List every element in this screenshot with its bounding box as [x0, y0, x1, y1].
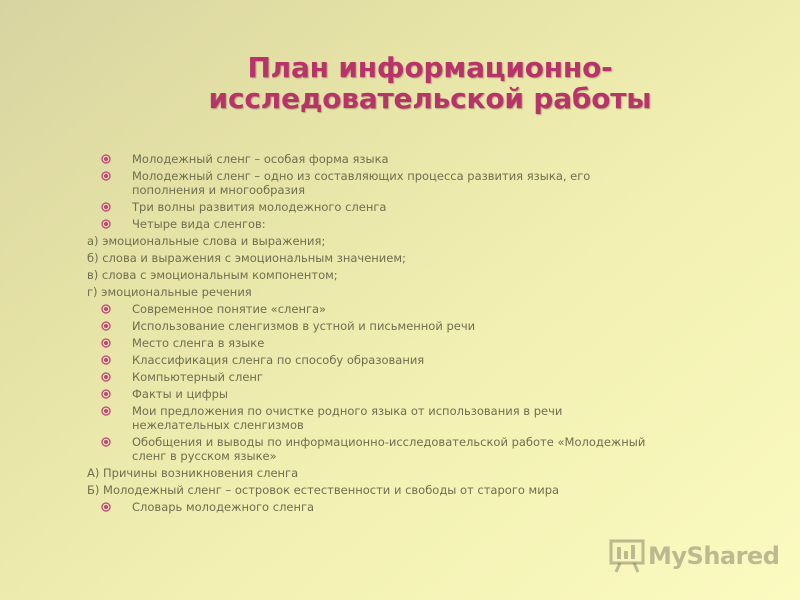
list-item-text: Молодежный сленг – одно из составляющих процесса развития языка, его пополнения и многообразия	[132, 169, 591, 197]
list-item-text: г) эмоциональные речения	[87, 285, 252, 299]
bullet-list-item	[101, 152, 661, 166]
sub-list-item	[75, 251, 661, 265]
list-item-text: Три волны развития молодежного сленга	[132, 200, 387, 214]
list-item-text: Классификация сленга по способу образования	[132, 353, 425, 367]
sub-list-item	[75, 234, 661, 248]
circle-bullet-icon	[101, 502, 111, 512]
plan-list	[87, 152, 661, 517]
sub-list-item	[75, 466, 661, 480]
list-item-text: Место сленга в языке	[132, 336, 265, 350]
list-item-text: Четыре вида сленгов:	[132, 217, 266, 231]
circle-bullet-icon	[101, 437, 111, 447]
slide-title-line-2: исследовательской работы	[208, 82, 652, 115]
list-item-text: Обобщения и выводы по информационно-исследовательской работе «Молодежный сленг в русском языке»	[132, 435, 646, 463]
logo-text: MyShared	[648, 542, 780, 570]
list-item-text: а) эмоциональные слова и выражения;	[87, 234, 326, 248]
bullet-list-item	[101, 217, 661, 231]
circle-bullet-icon	[101, 389, 111, 399]
bullet-list-item	[101, 200, 661, 214]
sub-list-item	[75, 483, 661, 497]
sub-list-item	[75, 268, 661, 282]
bullet-list-item	[101, 169, 661, 197]
circle-bullet-icon	[101, 202, 111, 212]
bullet-list-item	[101, 353, 661, 367]
circle-bullet-icon	[101, 372, 111, 382]
presentation-board-icon	[608, 538, 646, 574]
bullet-list-item	[101, 500, 661, 514]
circle-bullet-icon	[101, 406, 111, 416]
list-item-text: в) слова с эмоциональным компонентом;	[87, 268, 338, 282]
bullet-list-item	[101, 370, 661, 384]
circle-bullet-icon	[101, 219, 111, 229]
slide-title	[180, 52, 680, 114]
list-item-text: А) Причины возникновения сленга	[87, 466, 299, 480]
list-item-text: Компьютерный сленг	[132, 370, 263, 384]
bullet-list-item	[101, 435, 661, 463]
myshared-logo	[608, 538, 780, 574]
slide-title-line-1: План информационно-	[247, 51, 613, 84]
bullet-list-item	[101, 336, 661, 350]
circle-bullet-icon	[101, 171, 111, 181]
circle-bullet-icon	[101, 321, 111, 331]
circle-bullet-icon	[101, 304, 111, 314]
circle-bullet-icon	[101, 154, 111, 164]
list-item-text: Молодежный сленг – особая форма языка	[132, 152, 389, 166]
circle-bullet-icon	[101, 355, 111, 365]
bullet-list-item	[101, 387, 661, 401]
list-item-text: Использование сленгизмов в устной и письменной речи	[132, 319, 476, 333]
list-item-text: Б) Молодежный сленг – островок естественности и свободы от старого мира	[87, 483, 560, 497]
circle-bullet-icon	[101, 338, 111, 348]
list-item-text: б) слова и выражения с эмоциональным значением;	[87, 251, 406, 265]
list-item-text: Словарь молодежного сленга	[132, 500, 315, 514]
bullet-list-item	[101, 319, 661, 333]
bullet-list-item	[101, 404, 661, 432]
list-item-text: Современное понятие «сленга»	[132, 302, 327, 316]
sub-list-item	[75, 285, 661, 299]
list-item-text: Факты и цифры	[132, 387, 228, 401]
bullet-list-item	[101, 302, 661, 316]
list-item-text: Мои предложения по очистке родного языка от использования в речи нежелательных сленгизмов	[132, 404, 563, 432]
